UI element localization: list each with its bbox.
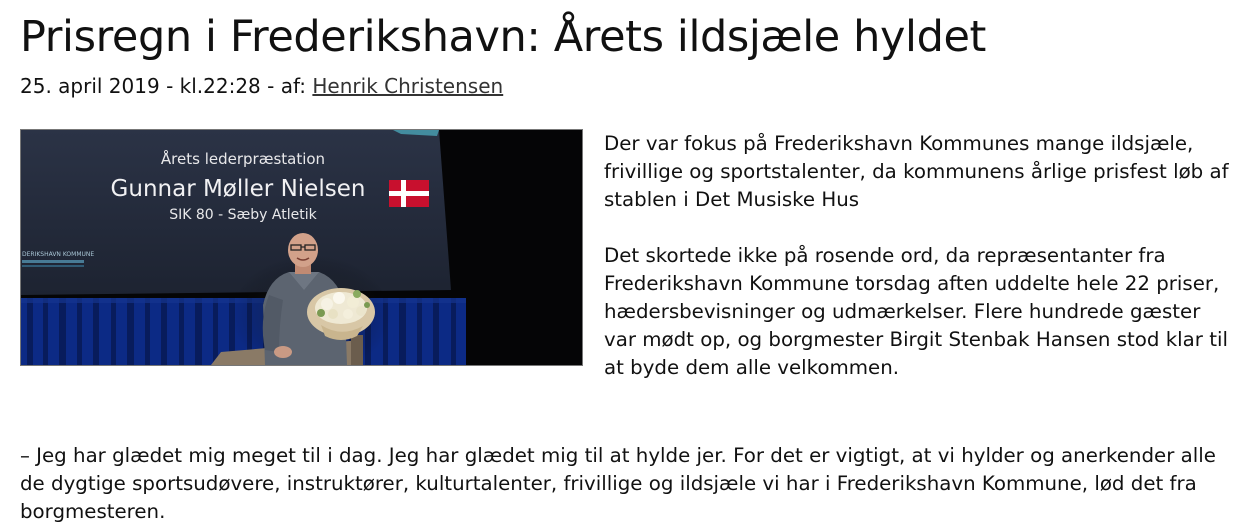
byline-date: 25. april 2019 - kl.22:28 - af:: [20, 74, 313, 98]
intro-paragraph-2: Det skortede ikke på rosende ord, da repræsentanter fra Frederikshavn Kommune torsdag aften uddelte hele 22 priser, hædersbevisninger og udmærkelser. Flere hundrede gæster var mødt op, og borgmester Birgit Stenbak Hansen stod klar til at byde dem alle velkommen.: [604, 244, 1228, 379]
screen-heading: Årets lederpræstation: [160, 150, 326, 168]
author-link[interactable]: Henrik Christensen: [312, 74, 504, 98]
screen-logo: DERIKSHAVN KOMMUNE: [22, 251, 95, 258]
article-title: Prisregn i Frederikshavn: Årets ildsjæle hyldet: [20, 12, 986, 62]
mayor-quote: – Jeg har glædet mig meget til i dag. Jeg har glædet mig til at hylde jer. For det er vigtigt, at vi hylder og anerkender alle de dygtige sportsudøvere, instruktører, kulturtalenter, frivillige og ildsjæle vi har i Frederikshavn Kommune, lød det fra borgmesteren.: [20, 444, 1216, 523]
danish-flag-icon: [389, 180, 429, 207]
intro-text: [604, 130, 1229, 410]
intro-paragraph-1: Der var fokus på Frederikshavn Kommunes mange ildsjæle, frivillige og sportstalenter, da kommunens årlige prisfest løb af stablen i Det Musiske Hus: [604, 132, 1229, 211]
screen-club: SIK 80 - Sæby Atletik: [169, 207, 317, 223]
byline: [20, 74, 503, 98]
article-photo: [20, 129, 583, 366]
screen-name: Gunnar Møller Nielsen: [110, 176, 366, 202]
